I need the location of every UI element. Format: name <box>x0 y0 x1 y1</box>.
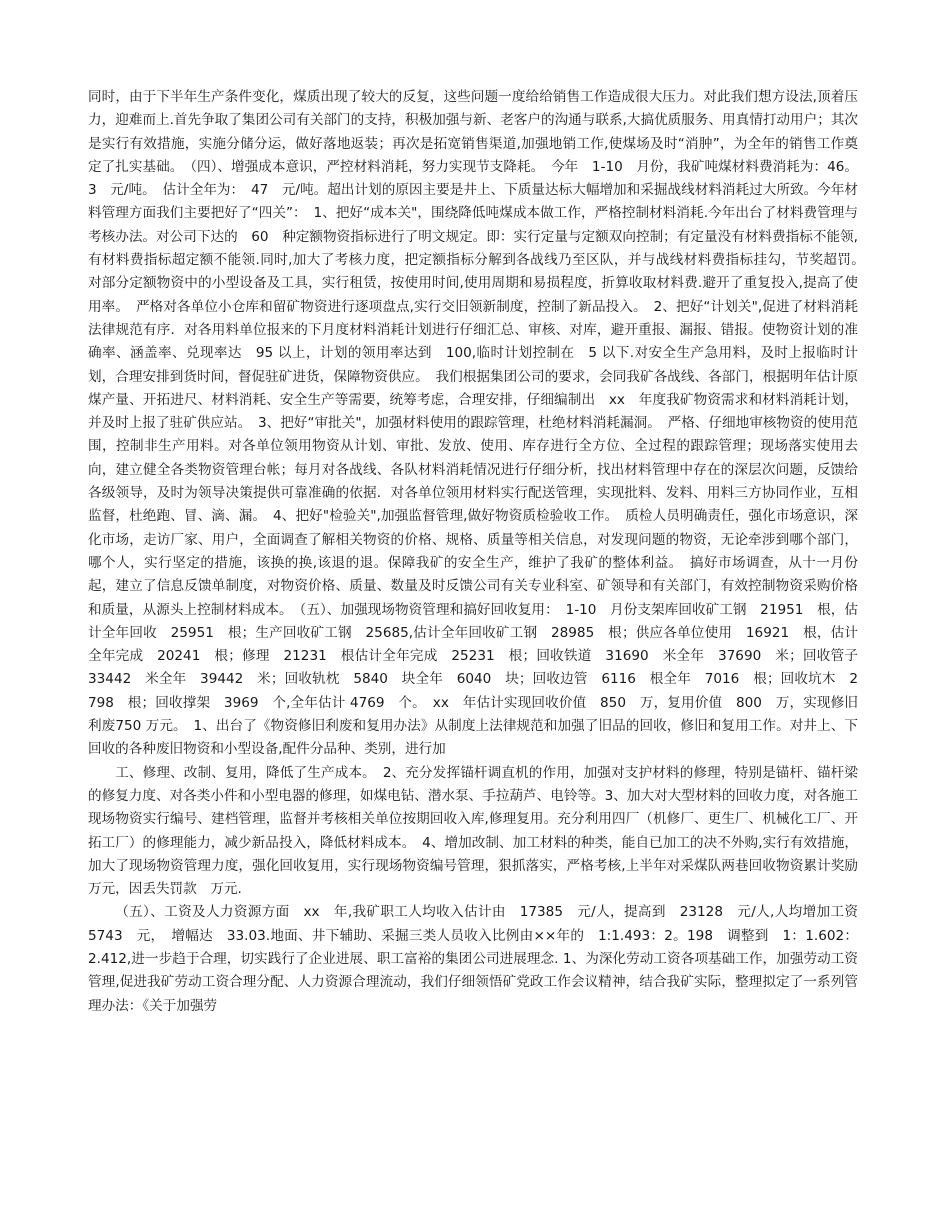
paragraph-materials-management: 同时，由于下半年生产条件变化，煤质出现了较大的反复，这些问题一度给给销售工作造成很大压力。对此我们想方设法,顶着压力，迎难而上.首先争取了集团公司有关部门的支持，积极加强与新、老客户的沟通与联系,大搞优质服务、用真情打动用户；其次是实行有效措施，实施分储分运，做好落地返装；再次是拓宽销售渠道,加强地销工作,使煤场及时“消肿”，为全年的销售工作奠定了扎实基础。 （四）、增强成本意识，严控材料消耗，努力实现节支降耗。 今年 1-10 月份，我矿吨煤材料费消耗为：46。3 元/吨。 估计全年为： 47 元/吨。超出计划的原因主要是井上、下质量达标大幅增加和采掘战线材料消耗过大所致。今年材料管理方面我们主要把好了“四关”： 1、把好“成本关"，围绕降低吨煤成本做工作，严格控制材料消耗.今年出台了材料费管理与考核办法。对公司下达的 60 种定额物资指标进行了明文规定。即：实行定量与定额双向控制；有定量没有材料费指标不能领,有材料费指标超定额不能领.同时,加大了考核力度，把定额指标分解到各战线乃至区队，并与战线材料费指标挂勾，节奖超罚。 对部分定额物资中的小型设备及工具，实行租赁，按使用时间,使用周期和易损程度，折算收取材料费.避开了重复投入,提高了使用率。 严格对各单位小仓库和留矿物资进行逐项盘点,实行交旧领新制度，控制了新品投入。 2、把好“计划关",促进了材料消耗法律规范有序．对各用料单位报来的下月度材料消耗计划进行仔细汇总、审核、对库，避开重报、漏报、错报。使物资计划的准确率、涵盖率、兑现率达 95 以上，计划的领用率达到 100,临时计划控制在 5 以下.对安全生产急用料，及时上报临时计划，合理安排到货时间，督促驻矿进货，保障物资供应。 我们根据集团公司的要求，会同我矿各战线、各部门，根据明年估计原煤产量、开拓进尺、材料消耗、安全生产等需要，统筹考虑，合理安排，仔细编制出 xx 年度我矿物资需求和材料消耗计划，并及时上报了驻矿供应站。 3、把好“审批关"，加强材料使用的跟踪管理，杜绝材料消耗漏洞。 严格、仔细地审核物资的使用范围，控制非生产用料。对各单位领用物资从计划、审批、发放、使用、库存进行全方位、全过程的跟踪管理；现场落实使用去向，建立健全各类物资管理台帐；每月对各战线、各队材料消耗情况进行仔细分析，找出材料管理中存在的深层次问题，反馈给各级领导，及时为领导决策提供可靠准确的依据．对各单位领用材料实行配送管理，实现批料、发料、用料三方协同作业，互相监督，杜绝跑、冒、滴、漏。 4、把好"检验关",加强监督管理,做好物资质检验收工作。 质检人员明确责任，强化市场意识，深化市场，走访厂家、用户，全面调查了解相关物资的价格、规格、质量等相关信息，对发现问题的物资，无论牵涉到哪个部门，哪个人，实行坚定的措施，该换的换,该退的退。保障我矿的安全生产，维护了我矿的整体利益。 搞好市场调查，从十一月份起，建立了信息反馈单制度，对物资价格、质量、数量及时反馈公司有关专业科室、矿领导和有关部门，有效控制物资采购价格和质量，从源头上控制材料成本。 （五）、加强现场物资管理和搞好回收复用： 1-10 月份支架库回收矿工钢 21951 根，估计全年回收 25951 根；生产回收矿工钢 25685,估计全年回收矿工钢 28985 根；供应各单位使用 16921 根，估计全年完成 20241 根；修理 21231 根估计全年完成 25231 根；回收铁道 31690 米全年 37690 米；回收管子 33442 米全年 39442 米；回收轨枕 5840 块全年 6040 块；回收边管 6116 根全年 7016 根；回收坑木 2798 根；回收撑架 3969 个,全年估计 4769 个。 xx 年估计实现回收价值 850 万，复用价值 800 万，实现修旧利废750 万元。 1、出台了《物资修旧利废和复用办法》从制度上法律规范和加强了旧品的回收，修旧和复用工作。对井上、下回收的各种废旧物资和小型设备,配件分品种、类别，进行加 <box>88 89 872 758</box>
document-page <box>88 86 872 1018</box>
paragraph-recycling-reuse: 工、修理、改制、复用，降低了生产成本。 2、充分发挥锚杆调直机的作用，加强对支护材料的修理，特别是锚杆、锚杆梁的修复力度、对各类小件和小型电器的修理，如煤电钻、潜水泵、手拉葫芦、电铃等。3、加大对大型材料的回收力度，对各施工现场物资实行编号、建档管理，监督并考核相关单位按期回收入库,修理复用。充分利用四厂（机修厂、更生厂、机械化工厂、开拓工厂）的修理能力，减少新品投入，降低材料成本。 4、增加改制、加工材料的种类，能自已加工的决不外购,实行有效措施，加大了现场物资管理力度，强化回收复用，实行现场物资编号管理，狠抓落实，严格考核,上半年对采煤队两巷回收物资累计奖励 万元，因丢失罚款 万元. <box>88 764 872 898</box>
paragraph-wages-hr: （五）、工资及人力资源方面 xx 年,我矿职工人均收入估计由 17385 元/人，提高到 23128 元/人,人均增加工资 5743 元， 增幅达 33.03.地面、井下辅助、采掘三类人员收入比例由××年的 1:1.493：2。198 调整到 1：1.602：2.412,进一步趋于合理，切实践行了企业进展、职工富裕的集团公司进展理念. 1、为深化劳动工资各项基础工作，加强劳动工资管理,促进我矿劳动工资合理分配、人力资源合理流动，我们仔细领悟矿党政工作会议精神，结合我矿实际，整理拟定了一系列管理办法：《关于加强劳 <box>88 904 872 1014</box>
